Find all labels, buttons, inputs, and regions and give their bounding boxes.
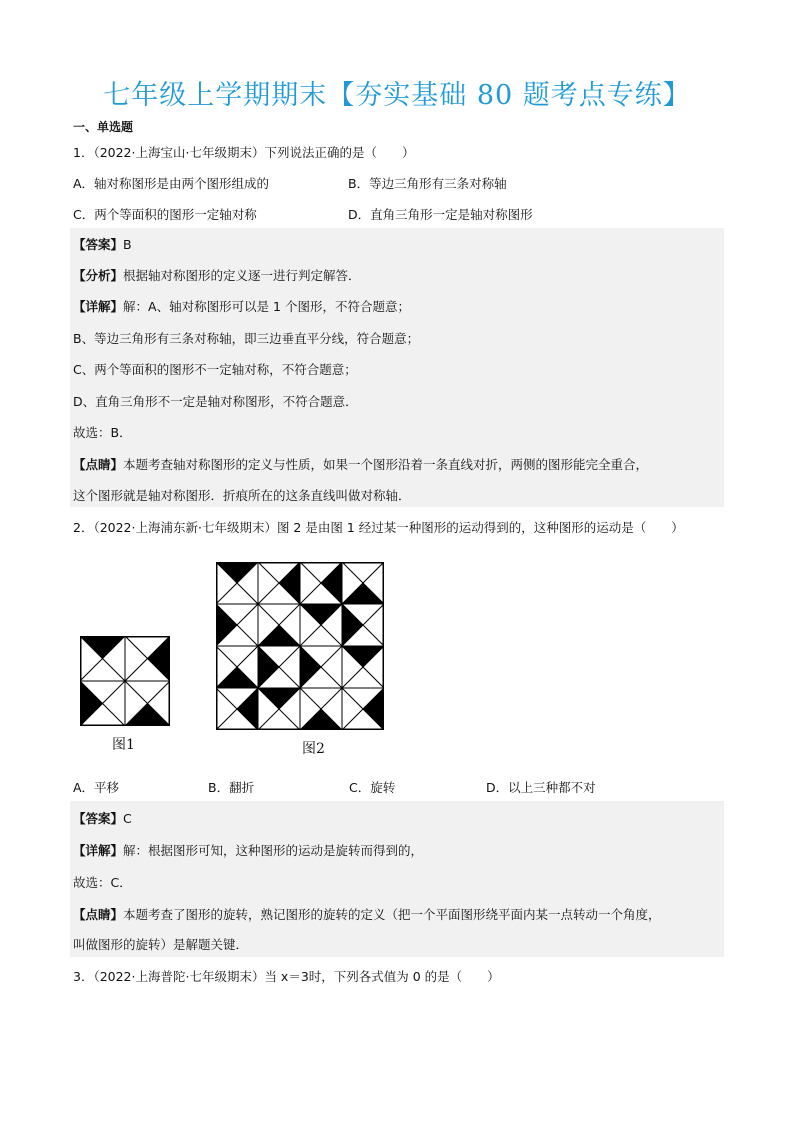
pattern-tile: [258, 646, 300, 688]
pattern-tile: [300, 562, 342, 604]
q2-comment-line: 叫做图形的旋转）是解题关键．: [73, 937, 249, 952]
pattern-tile: [216, 646, 258, 688]
pattern-tile: [342, 562, 384, 604]
q2-option-c: C．旋转: [349, 780, 396, 795]
pattern-tile: [342, 646, 384, 688]
pattern-tile: [300, 646, 342, 688]
q2-conclusion: 故选：C．: [73, 875, 132, 890]
q1-analysis: [73, 266, 361, 284]
q1-option-a: A．轴对称图形是由两个图形组成的: [73, 176, 270, 191]
q1-comment-line: 这个图形就是轴对称图形．折痕所在的这条直线叫做对称轴．: [73, 488, 411, 503]
q2-option-d: D．以上三种都不对: [486, 780, 596, 795]
q2-option-b: B．翻折: [208, 780, 255, 795]
detail-text: 解：根据图形可知，这种图形的运动是旋转而得到的，: [123, 843, 424, 858]
q1-comment: [73, 455, 648, 473]
pattern-tile: [258, 562, 300, 604]
detail-tag: 【详解】: [73, 299, 124, 314]
q1-stem: 1．（2022·上海宝山·七年级期末）下列说法正确的是（ ）: [73, 145, 415, 160]
figure-2-caption: 图2: [302, 741, 325, 757]
q1-detail: [73, 297, 410, 315]
analysis-tag: 【分析】: [73, 268, 124, 283]
answer-tag: 【答案】: [73, 811, 124, 826]
pattern-tile: [300, 688, 342, 730]
q1-answer-block: [70, 228, 724, 507]
pattern-tile: [216, 562, 258, 604]
q1-option-b: B．等边三角形有三条对称轴: [348, 176, 507, 191]
q2-answer: [73, 809, 132, 827]
q2-stem: 2．（2022·上海浦东新·七年级期末）图 2 是由图 1 经过某一种图形的运动得到的，这种图形的运动是（ ）: [73, 520, 684, 535]
analysis-text: 根据轴对称图形的定义逐一进行判定解答．: [123, 268, 361, 283]
answer-tag: 【答案】: [73, 237, 124, 252]
pattern-tile: [258, 688, 300, 730]
q1-option-d: D．直角三角形一定是轴对称图形: [348, 207, 533, 222]
q1-detail-line: C、两个等面积的图形不一定轴对称，不符合题意；: [73, 362, 357, 377]
pattern-tile: [125, 636, 170, 681]
figure-2: [216, 562, 384, 730]
detail-text: 解：A、轴对称图形可以是 1 个图形，不符合题意；: [123, 299, 410, 314]
pattern-tile: [258, 604, 300, 646]
pattern-tile: [342, 604, 384, 646]
q2-option-a: A．平移: [73, 780, 120, 795]
q3-stem: 3．（2022·上海普陀·七年级期末）当 x＝3时，下列各式值为 0 的是（ ）: [73, 969, 500, 984]
pattern-tile: [216, 604, 258, 646]
figure-1-caption: 图1: [112, 737, 135, 753]
q2-comment: [73, 905, 661, 923]
figure-1: [80, 636, 170, 726]
answer-value: B: [123, 237, 132, 252]
pattern-tile: [300, 604, 342, 646]
q1-answer: [73, 235, 132, 253]
q1-option-c: C．两个等面积的图形一定轴对称: [73, 207, 257, 222]
q1-detail-line: B、等边三角形有三条对称轴，即三边垂直平分线，符合题意；: [73, 331, 420, 346]
answer-value: C: [123, 811, 132, 826]
q1-detail-line: D、直角三角形不一定是轴对称图形，不符合题意．: [73, 394, 358, 409]
pattern-tile: [80, 681, 125, 726]
section-heading: 一、单选题: [73, 120, 134, 134]
pattern-tile: [80, 636, 125, 681]
detail-tag: 【详解】: [73, 843, 124, 858]
pattern-tile: [125, 681, 170, 726]
q2-answer-block: [70, 801, 724, 957]
q1-conclusion: 故选：B．: [73, 425, 132, 440]
page-title: 七年级上学期期末【夯实基础 80 题考点专练】: [103, 80, 691, 111]
comment-tag: 【点睛】: [73, 907, 124, 922]
pattern-tile: [216, 688, 258, 730]
comment-text: 本题考查轴对称图形的定义与性质，如果一个图形沿着一条直线对折，两侧的图形能完全重合，: [123, 457, 649, 472]
comment-text: 本题考查了图形的旋转，熟记图形的旋转的定义（把一个平面图形绕平面内某一点转动一个角度，: [123, 907, 661, 922]
comment-tag: 【点睛】: [73, 457, 124, 472]
q2-detail: [73, 841, 423, 859]
pattern-tile: [342, 688, 384, 730]
